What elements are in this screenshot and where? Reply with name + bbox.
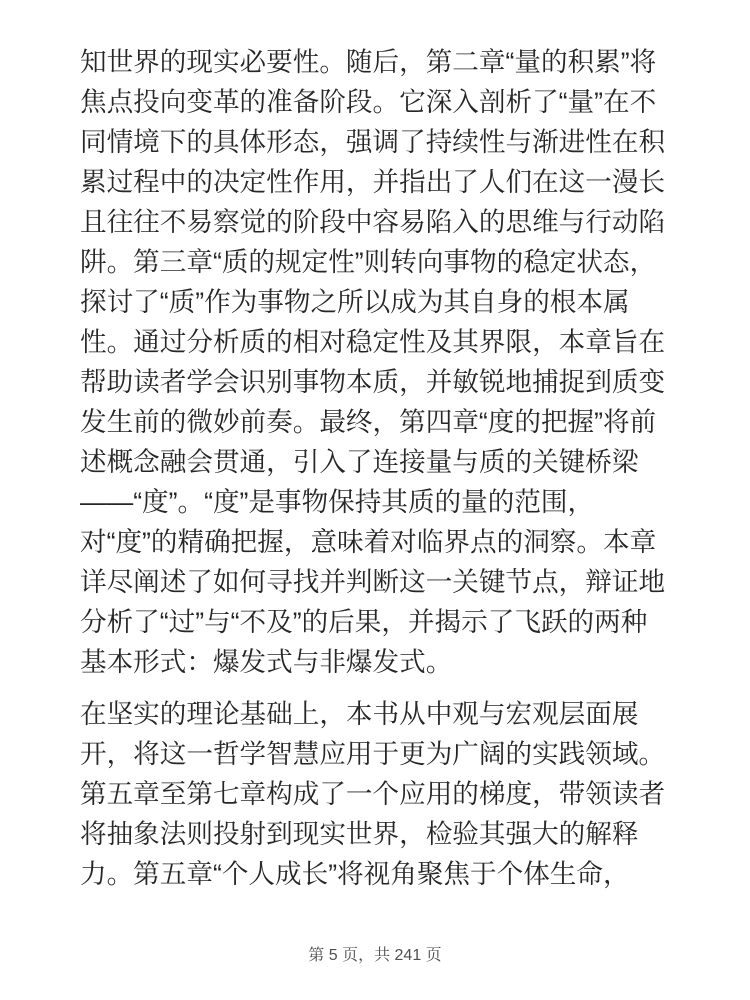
page-number-label: 第 5 页，共 241 页 [308,947,442,964]
page-number-footer [0,944,750,968]
body-paragraph: 知世界的现实必要性。随后，第二章“量的积累”将焦点投向变革的准备阶段。它深入剖析了“量”在不同情境下的具体形态，强调了持续性与渐进性在积累过程中的决定性作用，并指出了人们在这一漫长且往往不易察觉的阶段中容易陷入的思维与行动陷阱。第三章“质的规定性”则转向事物的稳定状态，探讨了“质”作为事物之所以成为其自身的根本属性。通过分析质的相对稳定性及其界限，本章旨在帮助读者学会识别事物本质，并敏锐地捕捉到质变发生前的微妙前奏。最终，第四章“度的把握”将前述概念融会贯通，引入了连接量与质的关键桥梁——“度”。“度”是事物保持其质的量的范围，对“度”的精确把握，意味着对临界点的洞察。本章详尽阐述了如何寻找并判断这一关键节点，辩证地分析了“过”与“不及”的后果，并揭示了飞跃的两种基本形式：爆发式与非爆发式。 [80,47,666,677]
body-paragraph: 在坚实的理论基础上，本书从中观与宏观层面展开，将这一哲学智慧应用于更为广阔的实践领域。第五章至第七章构成了一个应用的梯度，带领读者将抽象法则投射到现实世界，检验其强大的解释力。第五章“个人成长”将视角聚焦于个体生命， [80,699,666,889]
page-body [80,42,670,906]
